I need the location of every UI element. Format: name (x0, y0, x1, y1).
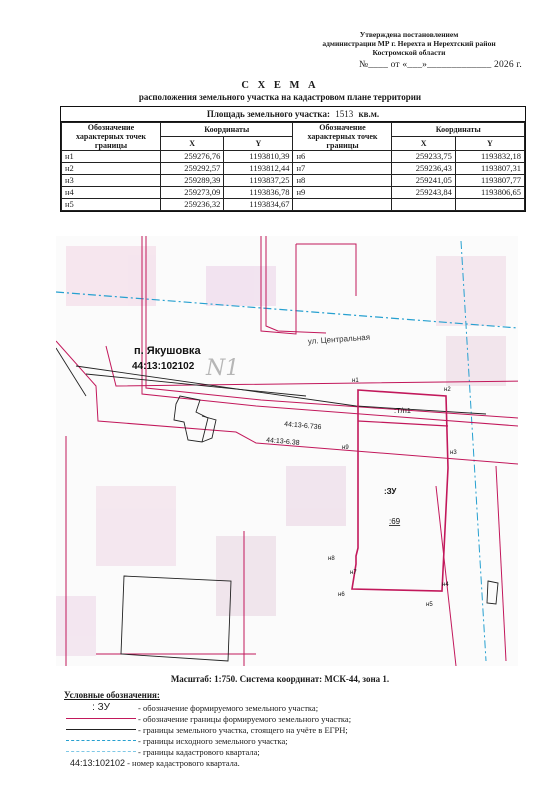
table-cell: 1193832,18 (455, 151, 524, 163)
table-cell: 1193812,44 (224, 163, 293, 175)
col-y-header: Y (224, 137, 293, 151)
table-cell: 1193834,67 (224, 199, 293, 211)
legend (64, 702, 514, 768)
legend-row (64, 724, 514, 735)
table-cell (392, 199, 455, 211)
parcel-label-b: 44:13-6.38 (265, 437, 300, 447)
legend-row (64, 713, 514, 724)
point-label-n7: н7 (350, 570, 357, 576)
cadastral-map (56, 236, 518, 666)
col-coords-header: Координаты (161, 123, 293, 137)
table-cell: н4 (62, 187, 161, 199)
document-subtitle: расположения земельного участка на кадастровом плане территории (138, 92, 422, 102)
legend-row (64, 702, 514, 713)
legend-text: - номер кадастрового квартала. (127, 757, 240, 768)
scale-line: Масштаб: 1:750. Система координат: МСК-44, зона 1. (170, 674, 390, 684)
legend-row (64, 757, 514, 768)
table-cell: 1193837,25 (224, 175, 293, 187)
table-cell: 1193836,78 (224, 187, 293, 199)
point-label-n3: н3 (450, 450, 457, 456)
col-x-header: X (392, 137, 455, 151)
table-row (62, 175, 525, 187)
legend-swatch-plot-boundary (66, 718, 136, 719)
legend-symbol-quarter-number: 44:13:102102 (70, 757, 126, 768)
area-value: 1513 (335, 109, 354, 119)
legend-text: - границы кадастрового квартала; (138, 746, 260, 757)
legend-swatch-registered (66, 729, 136, 730)
table-cell: 259236,32 (161, 199, 224, 211)
table-cell: 259289,39 (161, 175, 224, 187)
settlement-label: п. Якушовка (134, 345, 201, 357)
table-cell: 259276,76 (161, 151, 224, 163)
table-row (62, 199, 525, 211)
col-coords-header: Координаты (392, 123, 525, 137)
legend-text: - обозначение границы формируемого земельного участка; (138, 713, 352, 724)
table-cell: 259243,84 (392, 187, 455, 199)
legend-swatch-source (66, 740, 136, 741)
col-x-header: X (161, 137, 224, 151)
point-label-n4: н4 (442, 582, 449, 588)
legend-swatch-quarter (66, 751, 136, 752)
table-cell: н9 (293, 187, 392, 199)
tp-label: :Т/п1 (394, 406, 411, 415)
plot-ref-label: :69 (389, 517, 401, 526)
formed-plot (352, 390, 448, 591)
plot-label: :ЗУ (384, 487, 397, 496)
point-label-n9: н9 (342, 445, 349, 451)
table-cell: 259241,05 (392, 175, 455, 187)
area-unit: кв.м. (358, 109, 380, 119)
legend-text: - границы исходного земельного участка; (138, 735, 288, 746)
approval-line: администрации МР г. Нерехта и Нерехтский район (322, 39, 496, 48)
decree-date-line: №____ от «___»_____________ 2026 г. (358, 60, 522, 70)
table-row (62, 151, 525, 163)
map-canvas (56, 236, 518, 666)
point-label-n1: н1 (352, 378, 359, 384)
legend-row (64, 746, 514, 757)
table-cell: н8 (293, 175, 392, 187)
approval-line: Утверждена постановлением (359, 30, 459, 39)
document-title: С Х Е М А (241, 80, 319, 91)
area-label: Площадь земельного участка: (206, 109, 330, 119)
approval-block (294, 30, 524, 57)
approval-line: Костромской области (372, 48, 446, 57)
table-cell: 259236,43 (392, 163, 455, 175)
legend-title: Условные обозначения: (64, 690, 160, 700)
handwritten-mark: N1 (206, 356, 240, 381)
table-cell: 259292,57 (161, 163, 224, 175)
table-cell: 1193810,39 (224, 151, 293, 163)
legend-text: - границы земельного участка, стоящего на учёте в ЕГРН; (138, 724, 348, 735)
point-label-n6: н6 (338, 592, 345, 598)
table-cell: 259233,75 (392, 151, 455, 163)
point-label-n5: н5 (426, 602, 433, 608)
col-y-header: Y (455, 137, 524, 151)
street-label: ул. Центральная (307, 332, 371, 346)
col-point-header: Обозначение характерных точек границы (62, 123, 161, 151)
table-cell: н2 (62, 163, 161, 175)
area-row (61, 107, 525, 122)
table-cell: 1193807,31 (455, 163, 524, 175)
parcel-label-a: 44:13-6.736 (283, 421, 322, 432)
table-cell (293, 199, 392, 211)
table-cell: н6 (293, 151, 392, 163)
legend-text: - обозначение формируемого земельного участка; (138, 702, 319, 713)
point-label-n8: н8 (328, 556, 335, 562)
table-cell: н3 (62, 175, 161, 187)
table-cell: 1193807,77 (455, 175, 524, 187)
coordinates-body (62, 151, 525, 211)
legend-row (64, 735, 514, 746)
col-point-header: Обозначение характерных точек границы (293, 123, 392, 151)
table-row (62, 187, 525, 199)
table-cell: н1 (62, 151, 161, 163)
table-row (62, 163, 525, 175)
table-cell: н7 (293, 163, 392, 175)
table-cell: 1193806,65 (455, 187, 524, 199)
table-cell (455, 199, 524, 211)
coordinates-table (61, 122, 525, 211)
table-cell: н5 (62, 199, 161, 211)
coordinates-table-block (60, 106, 526, 212)
point-label-n2: н2 (444, 387, 451, 393)
table-cell: 259273,09 (161, 187, 224, 199)
legend-symbol-plot: : ЗУ (92, 702, 110, 713)
quarter-label: 44:13:102102 (132, 361, 195, 372)
